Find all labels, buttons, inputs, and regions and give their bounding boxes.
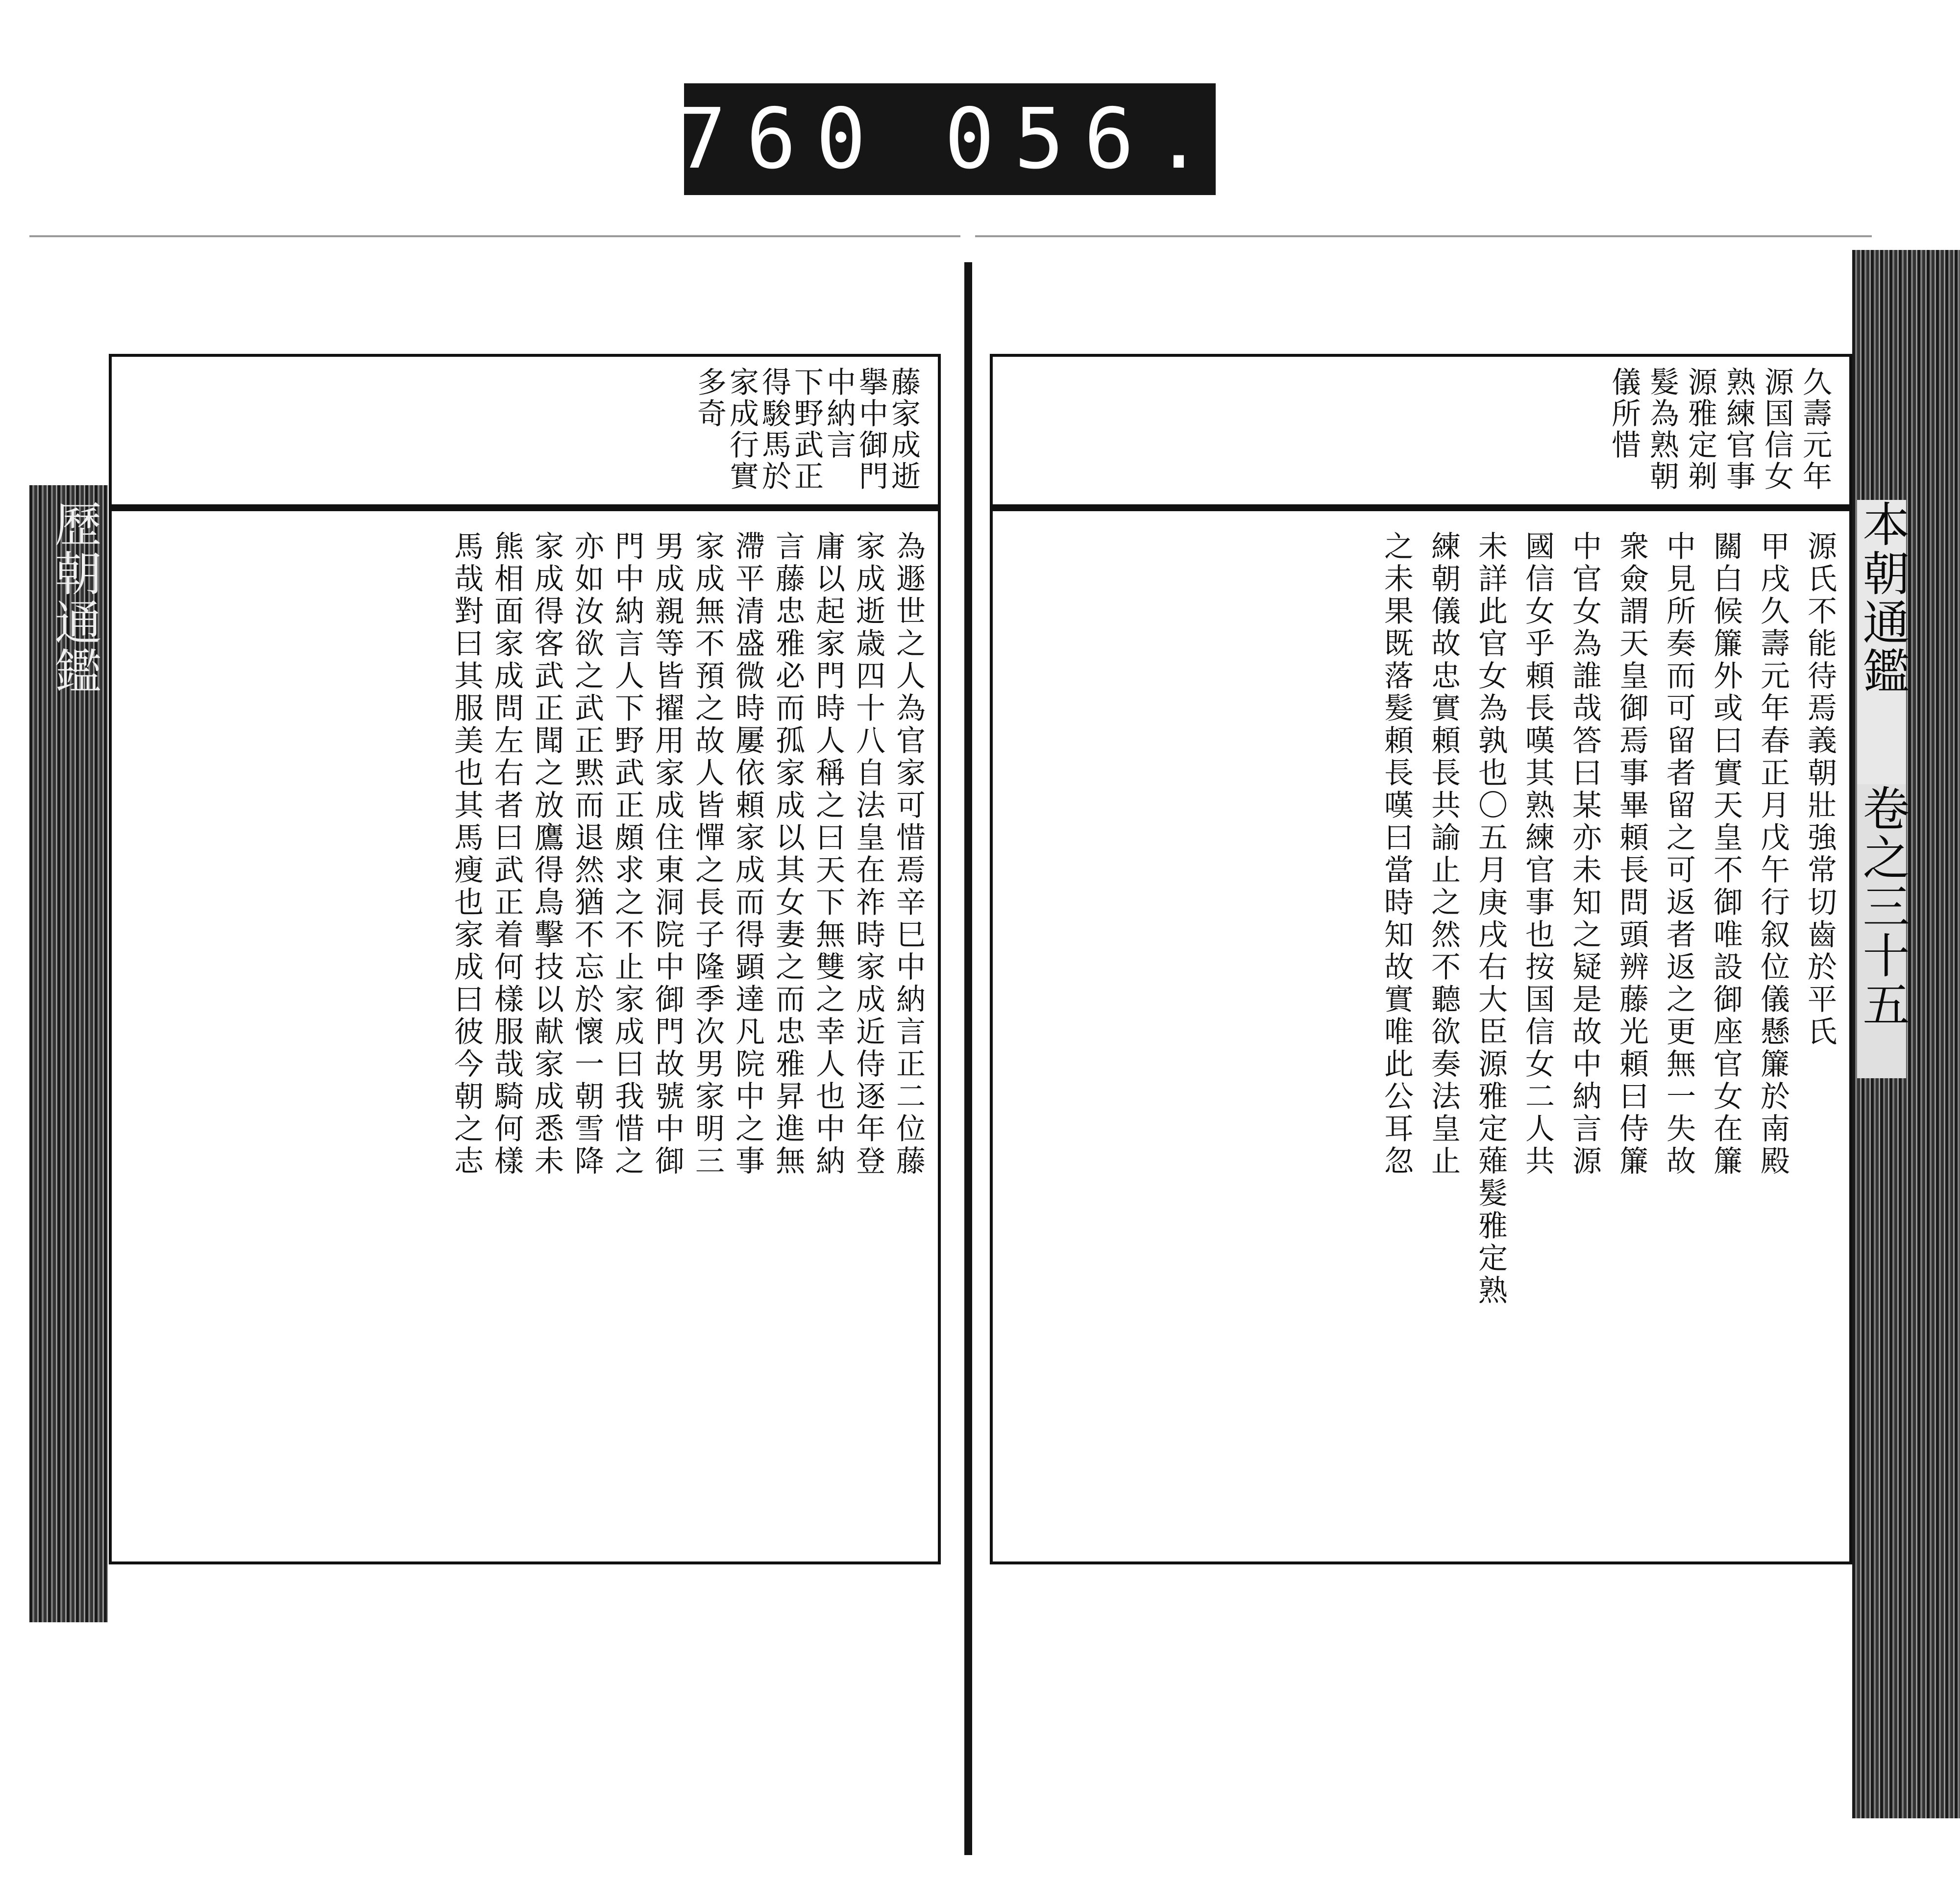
headnote-line: 下野武正 — [789, 367, 824, 492]
left-text-frame — [109, 354, 941, 1564]
right-headnote-area — [993, 357, 1849, 511]
headnote-line: 源雅定剃 — [1683, 367, 1717, 492]
text-column: 滯平清盛微時屢依頼家成而得顕達凡院中之事 — [731, 531, 765, 1178]
headnote-line: 儀所惜 — [1607, 367, 1641, 461]
archive-number-right: 056. — [944, 91, 1224, 188]
text-column: 未詳此官女為孰也〇五月庚戌右大臣源雅定薙髮雅定熟 — [1473, 531, 1508, 1307]
text-column: 家成無不預之故人皆憚之長子隆季次男家明三 — [690, 531, 725, 1178]
right-gutter-title: 本朝通鑑 — [1857, 500, 1906, 794]
text-column: 之未果既落髮頼長嘆曰當時知故實唯此公耳忽 — [1379, 531, 1414, 1178]
headnote-line: 熟練官事 — [1721, 367, 1756, 492]
text-column: 為遯世之人為官家可惜焉辛巳中納言正二位藤 — [891, 531, 926, 1178]
headnote-line: 得駿馬於 — [757, 367, 791, 492]
text-column: 衆僉謂天皇御焉事畢頼長問頭辨藤光頼曰侍簾 — [1615, 531, 1649, 1178]
center-fold — [964, 262, 972, 1855]
text-column: 亦如汝欲之武正黙而退然猶不忘於懷一朝雪降 — [570, 531, 604, 1178]
text-column: 源氏不能待焉義朝壯強常切齒於平氏 — [1803, 531, 1837, 1048]
headnote-line: 藤家成逝 — [886, 367, 921, 492]
text-column: 甲戌久壽元年春正月戊午行叙位儀懸簾於南殿 — [1756, 531, 1790, 1178]
text-column: 門中納言人下野武正頗求之不止家成曰我惜之 — [610, 531, 644, 1178]
right-text-frame — [990, 354, 1852, 1564]
left-body-text — [112, 511, 938, 1561]
headnote-line: 擧中御門 — [854, 367, 888, 492]
text-column: 國信女乎頼長嘆其熟練官事也按国信女二人共 — [1520, 531, 1555, 1178]
text-column: 庸以起家門時人稱之曰天下無雙之幸人也中納 — [811, 531, 845, 1178]
left-gutter-title: 歷朝通鑑 — [47, 500, 102, 696]
text-column: 中見所奏而可留者留之可返者返之更無一失故 — [1662, 531, 1696, 1178]
headnote-line: 多奇 — [692, 367, 727, 429]
headnote-line: 久壽元年 — [1798, 367, 1832, 492]
text-column: 熊相面家成問左右者曰武正着何樣服哉騎何樣 — [490, 531, 524, 1178]
text-column: 關白候簾外或曰實天皇不御唯設御座官女在簾 — [1709, 531, 1743, 1178]
text-column: 言藤忠雅必而孤家成以其女妻之而忠雅昇進無 — [771, 531, 805, 1178]
text-column: 中官女為誰哉答曰某亦未知之疑是故中納言源 — [1568, 531, 1602, 1178]
text-column: 家成逝歳四十八自法皇在祚時家成近侍逐年登 — [851, 531, 885, 1178]
archive-number-left: 760 — [676, 91, 886, 188]
right-body-text — [993, 511, 1849, 1561]
headnote-line: 髮為熟朝 — [1645, 367, 1679, 492]
text-column: 男成親等皆擢用家成住東洞院中御門故號中御 — [650, 531, 685, 1178]
text-column: 馬哉對曰其服美也其馬瘦也家成曰彼今朝之志 — [449, 531, 484, 1178]
headnote-line: 中納言 — [822, 367, 856, 461]
right-volume-label: 卷之三十五 — [1857, 784, 1906, 1078]
text-column: 家成得客武正聞之放鷹得鳥擊技以献家成悉未 — [530, 531, 564, 1178]
archive-label — [676, 83, 1224, 195]
left-headnote-area — [112, 357, 938, 511]
headnote-line: 家成行實 — [725, 367, 759, 492]
text-column: 練朝儀故忠實頼長共諭止之然不聽欲奏法皇止 — [1426, 531, 1461, 1178]
headnote-line: 源国信女 — [1760, 367, 1794, 492]
